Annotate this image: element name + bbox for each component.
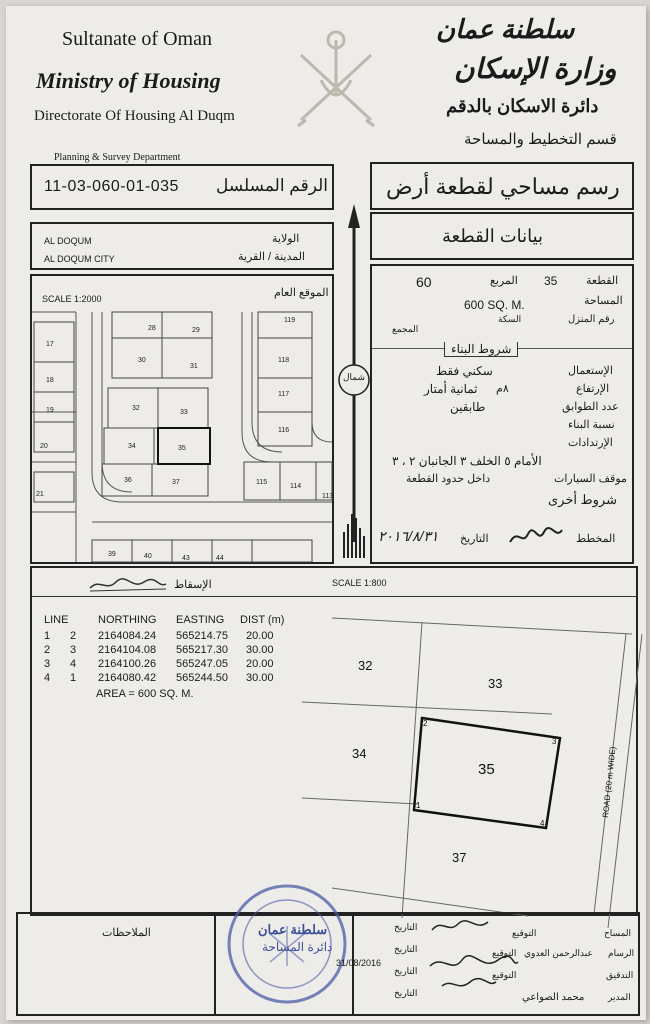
floors-value: طابقين <box>450 400 486 414</box>
site-plot-label: 18 <box>46 377 54 384</box>
corner-label: 1 <box>416 801 421 810</box>
site-plot-label: 28 <box>148 325 156 332</box>
plot-label: 37 <box>452 850 467 865</box>
wilayat-label: الولاية <box>272 233 300 245</box>
planner-signature-icon <box>508 526 564 548</box>
row-easting: 565217.30 <box>176 644 228 656</box>
floors-label: عدد الطوابق <box>562 401 619 413</box>
stamp-line2: دائرة المساحة <box>262 940 333 954</box>
drafter-date-label: التاريخ <box>394 944 418 954</box>
site-plot-label: 39 <box>108 551 116 558</box>
site-plot-label: 33 <box>180 409 188 416</box>
parking-value: داخل حدود القطعة <box>406 473 491 485</box>
wilayat-value: AL DOQUM <box>44 236 92 246</box>
projection-scale: SCALE 1:800 <box>332 578 387 588</box>
country-ar: سلطنة عمان <box>436 14 575 44</box>
setbacks-label: الإرتدادات <box>568 437 613 449</box>
site-plot-label: 37 <box>172 479 180 486</box>
site-map-drawing <box>32 312 332 562</box>
setbacks-value: الأمام ٥ الخلف ٣ الجانبان ٢ ، ٣ <box>392 454 542 468</box>
site-plot-label: 36 <box>124 477 132 484</box>
row-dist: 30.00 <box>246 672 274 684</box>
building-conditions-title: شروط البناء <box>444 342 518 357</box>
parking-label: موقف السيارات <box>554 473 627 485</box>
director-label: المدير <box>608 992 631 1002</box>
area-label: المساحة <box>584 295 623 307</box>
directorate-en: Directorate Of Housing Al Duqm <box>34 108 235 124</box>
plot-details-box <box>370 264 634 564</box>
street-label: السكة <box>498 314 522 324</box>
planner-label: المخطط <box>576 533 616 545</box>
ratio-label: نسبة البناء <box>568 419 615 431</box>
oman-emblem-icon <box>286 20 386 140</box>
site-plot-label: 115 <box>256 479 268 486</box>
row-to: 1 <box>70 672 77 684</box>
site-plot-label: 32 <box>132 405 140 412</box>
checker-signature-label: التوقيع <box>492 970 517 980</box>
row-to: 2 <box>70 630 77 642</box>
row-dist: 20.00 <box>246 658 274 670</box>
col-northing: NORTHING <box>98 614 157 626</box>
drafter-name: عبدالرحمن العدوي <box>524 948 593 958</box>
row-easting: 565247.05 <box>176 658 228 670</box>
ministry-en: Ministry of Housing <box>36 68 221 93</box>
town-value: AL DOQUM CITY <box>44 254 115 264</box>
plot-label: القطعة <box>586 275 619 287</box>
area-value: 600 SQ. M. <box>464 298 525 312</box>
other-conditions: شروط أخرى <box>548 492 617 507</box>
country-en: Sultanate of Oman <box>62 28 212 50</box>
director-name: محمد الصواعي <box>522 992 585 1003</box>
site-plot-label: 34 <box>128 443 136 450</box>
row-dist: 20.00 <box>246 630 274 642</box>
signatures-icon <box>422 916 522 996</box>
site-plot-label: 40 <box>144 553 152 560</box>
serial-number: 11-03-060-01-035 <box>44 178 179 195</box>
town-label: المدينة / القرية <box>238 251 305 263</box>
title-box <box>370 162 634 210</box>
surveyor-signature-label: التوقيع <box>512 928 537 938</box>
drawing-title: رسم مساحي لقطعة أرض <box>386 174 620 199</box>
directorate-ar: دائرة الاسكان بالدقم <box>446 96 599 116</box>
road-label: ROAD (20 m WIDE) <box>601 746 618 819</box>
plot-label: 32 <box>358 658 373 673</box>
site-plot-label: 117 <box>278 391 290 398</box>
height-text: ثمانية أمتار <box>424 382 478 396</box>
row-from: 4 <box>44 672 51 684</box>
projection-title: الإسقاط <box>174 579 212 591</box>
block-number: 60 <box>416 274 432 290</box>
plot-drawing <box>302 598 638 914</box>
area-summary: AREA = 600 SQ. M. <box>96 688 194 700</box>
north-label: شمال <box>343 372 366 382</box>
site-plot-label: 19 <box>46 407 54 414</box>
projection-signature-icon <box>88 576 168 594</box>
use-value: سكني فقط <box>436 364 493 378</box>
department-ar: قسم التخطيط والمساحة <box>464 131 617 148</box>
checker-date-label: التاريخ <box>394 966 418 976</box>
site-plot-label: 118 <box>278 357 290 364</box>
site-plot-label: 114 <box>290 483 302 490</box>
corner-label: 4 <box>540 819 545 828</box>
col-dist: DIST (m) <box>240 614 285 626</box>
site-plot-label: 31 <box>190 363 198 370</box>
height-value: ٨م <box>496 383 509 395</box>
surveyor-date-label: التاريخ <box>394 922 418 932</box>
plot-label: 35 <box>478 761 495 778</box>
col-easting: EASTING <box>176 614 225 626</box>
site-plot-label: 20 <box>40 443 48 450</box>
row-northing: 2164100.26 <box>98 658 157 670</box>
use-label: الإستعمال <box>568 365 613 377</box>
plot-data-box <box>370 212 634 260</box>
site-plot-label: 17 <box>46 341 54 348</box>
plot-label: 33 <box>488 676 503 691</box>
row-northing: 2164084.24 <box>98 630 157 642</box>
surveyor-label: المساح <box>604 928 632 938</box>
row-dist: 30.00 <box>246 644 274 656</box>
row-northing: 2164080.42 <box>98 672 157 684</box>
ministry-ar: وزارة الإسكان <box>454 53 617 84</box>
row-to: 3 <box>70 644 77 656</box>
date-label: التاريخ <box>460 533 489 545</box>
house-no-label: رقم المنزل <box>568 314 615 325</box>
site-map-scale: SCALE 1:2000 <box>42 294 102 304</box>
stamp-line1: سلطنة عمان <box>258 922 328 937</box>
projection-box <box>30 566 638 916</box>
footer-box <box>16 912 640 1016</box>
plot-number: 35 <box>544 274 558 288</box>
site-plot-label: 29 <box>192 327 200 334</box>
notes-label: الملاحظات <box>102 927 151 939</box>
date-value: ٢٠١٦/٨/٣١ <box>378 528 439 544</box>
plot-label: 34 <box>352 746 367 761</box>
row-easting: 565244.50 <box>176 672 228 684</box>
site-plot-label: 116 <box>278 427 290 434</box>
site-plot-label: 43 <box>182 555 190 562</box>
drafter-label: الرسام <box>608 948 635 958</box>
drafter-signature-label: التوقيع <box>492 948 517 958</box>
row-northing: 2164104.08 <box>98 644 157 656</box>
north-arrow-icon <box>332 202 376 564</box>
row-from: 2 <box>44 644 51 656</box>
row-to: 4 <box>70 658 77 670</box>
location-box <box>30 222 334 270</box>
row-from: 1 <box>44 630 51 642</box>
site-plot-label: 35 <box>178 445 186 452</box>
department-en: Planning & Survey Department <box>54 152 181 163</box>
site-plot-label: 30 <box>138 357 146 364</box>
site-plot-label: 113 <box>322 493 334 500</box>
general-site-map <box>30 274 334 564</box>
plot-data-title: بيانات القطعة <box>442 226 544 246</box>
site-map-title: الموقع العام <box>274 287 329 299</box>
row-easting: 565214.75 <box>176 630 228 642</box>
survey-sheet <box>6 6 646 1020</box>
col-line: LINE <box>44 614 69 626</box>
height-label: الإرتفاع <box>576 383 610 395</box>
checker-label: التدقيق <box>606 970 634 980</box>
row-from: 3 <box>44 658 51 670</box>
serial-box <box>30 164 334 210</box>
site-plot-label: 119 <box>284 317 296 324</box>
site-plot-label: 44 <box>216 555 224 562</box>
director-date-label: التاريخ <box>394 988 418 998</box>
corner-label: 2 <box>423 719 428 728</box>
complex-label: المجمع <box>392 324 419 334</box>
site-plot-label: 21 <box>36 491 44 498</box>
stamp-date: 31/08/2016 <box>336 958 382 968</box>
block-label: المربع <box>490 275 518 287</box>
serial-label: الرقم المسلسل <box>216 176 329 195</box>
corner-label: 3 <box>552 737 557 746</box>
